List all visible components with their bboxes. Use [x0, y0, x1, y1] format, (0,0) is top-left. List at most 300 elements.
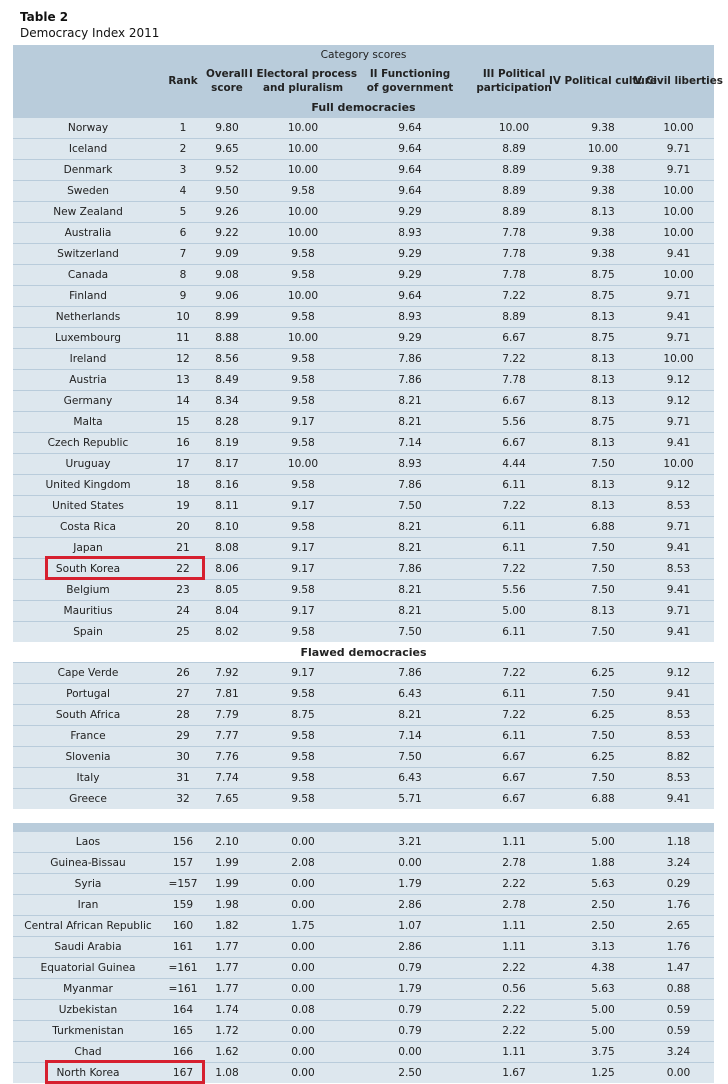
cell-functioning: 9.64	[398, 164, 422, 176]
cell-rank: 165	[172, 1025, 194, 1037]
cell-overall: 2.10	[215, 836, 239, 848]
cell-culture: 7.50	[591, 563, 615, 575]
cell-electoral: 9.58	[291, 688, 315, 700]
table-row	[13, 264, 714, 285]
cell-overall: 1.77	[215, 962, 239, 974]
cell-electoral: 0.00	[291, 1025, 315, 1037]
column-headers	[13, 65, 723, 97]
cell-functioning: 0.79	[398, 962, 422, 974]
col-header-country	[13, 65, 163, 97]
table-row	[13, 788, 714, 809]
cell-overall: 9.22	[215, 227, 239, 239]
cell-rank: 16	[176, 437, 190, 449]
cell-country: Denmark	[63, 164, 113, 176]
cell-electoral: 9.58	[291, 479, 315, 491]
cell-electoral: 9.17	[291, 416, 315, 428]
cell-electoral: 9.17	[291, 542, 315, 554]
table-row	[13, 746, 714, 767]
cell-liberties: 9.41	[666, 688, 691, 700]
cell-liberties: 9.41	[666, 542, 691, 554]
cell-rank: =161	[168, 983, 198, 995]
cell-electoral: 9.58	[291, 772, 315, 784]
cell-liberties: 3.24	[666, 1046, 691, 1058]
table-row	[13, 411, 714, 432]
cell-participation: 6.11	[502, 688, 526, 700]
cell-functioning: 9.29	[398, 206, 422, 218]
cell-rank: 9	[179, 290, 187, 302]
table-row	[13, 243, 714, 264]
cell-country: Iceland	[68, 143, 108, 155]
cell-overall: 8.11	[215, 500, 239, 512]
table-row	[13, 537, 714, 558]
cell-culture: 9.38	[591, 227, 615, 239]
cell-liberties: 10.00	[663, 269, 694, 281]
cell-country: Belgium	[66, 584, 110, 596]
cell-functioning: 8.21	[398, 521, 422, 533]
cell-functioning: 7.86	[398, 479, 422, 491]
cell-liberties: 9.71	[666, 416, 691, 428]
cell-participation: 10.00	[498, 122, 530, 134]
cell-liberties: 9.12	[666, 374, 691, 386]
cell-functioning: 8.21	[398, 542, 422, 554]
cell-culture: 3.13	[591, 941, 615, 953]
cell-overall: 9.26	[215, 206, 239, 218]
cell-country: Finland	[69, 290, 107, 302]
cell-country: France	[70, 730, 106, 742]
cell-electoral: 9.17	[291, 500, 315, 512]
cell-functioning: 2.86	[398, 899, 422, 911]
cell-rank: 156	[172, 836, 194, 848]
cell-rank: 6	[179, 227, 187, 239]
cell-liberties: 9.71	[666, 290, 691, 302]
col-header-electoral: I Electoral process and pluralism	[248, 68, 358, 94]
table-row	[13, 453, 714, 474]
cell-functioning: 1.79	[398, 878, 422, 890]
cell-participation: 6.67	[502, 751, 526, 763]
table-row	[13, 621, 714, 642]
cell-functioning: 7.50	[398, 626, 422, 638]
table-title: Democracy Index 2011	[20, 26, 160, 40]
cell-functioning: 7.86	[398, 667, 422, 679]
col-header-functioning: II Functioning of government	[366, 68, 454, 94]
table-row	[13, 369, 714, 390]
cell-overall: 9.52	[215, 164, 239, 176]
cell-culture: 4.38	[591, 962, 615, 974]
cell-overall: 9.80	[215, 122, 239, 134]
cell-functioning: 2.86	[398, 941, 422, 953]
cell-culture: 6.25	[591, 709, 615, 721]
cell-overall: 8.49	[215, 374, 239, 386]
cell-participation: 6.67	[502, 332, 526, 344]
cell-functioning: 7.86	[398, 353, 422, 365]
cell-liberties: 0.00	[666, 1067, 691, 1079]
cell-functioning: 9.29	[398, 332, 422, 344]
cell-country: Guinea-Bissau	[50, 857, 126, 869]
cell-participation: 2.22	[502, 962, 526, 974]
cell-liberties: 9.12	[666, 395, 691, 407]
cell-country: Uzbekistan	[58, 1004, 118, 1016]
cell-electoral: 2.08	[291, 857, 315, 869]
cell-liberties: 10.00	[663, 353, 694, 365]
cell-liberties: 9.71	[666, 332, 691, 344]
cell-liberties: 8.53	[666, 772, 691, 784]
cell-functioning: 1.07	[398, 920, 422, 932]
cell-overall: 8.88	[215, 332, 239, 344]
section-divider	[13, 823, 714, 831]
cell-rank: 157	[172, 857, 194, 869]
cell-country: United States	[52, 500, 124, 512]
cell-functioning: 0.79	[398, 1025, 422, 1037]
cell-electoral: 0.00	[291, 962, 315, 974]
cell-overall: 9.09	[215, 248, 239, 260]
cell-culture: 8.13	[591, 353, 615, 365]
cell-culture: 5.00	[591, 1025, 615, 1037]
table-row	[13, 957, 714, 978]
cell-rank: 25	[176, 626, 190, 638]
cell-culture: 9.38	[591, 164, 615, 176]
cell-culture: 5.63	[591, 983, 615, 995]
cell-functioning: 7.14	[398, 437, 422, 449]
table-row	[13, 662, 714, 683]
cell-country: Myanmar	[63, 983, 113, 995]
cell-overall: 7.65	[215, 793, 239, 805]
cell-overall: 8.17	[215, 458, 239, 470]
cell-liberties: 10.00	[663, 122, 694, 134]
cell-overall: 1.98	[215, 899, 239, 911]
cell-rank: 23	[176, 584, 190, 596]
cell-liberties: 1.47	[666, 962, 691, 974]
cell-electoral: 0.00	[291, 1046, 315, 1058]
cell-overall: 7.79	[215, 709, 239, 721]
cell-participation: 7.78	[502, 248, 526, 260]
table-row	[13, 516, 714, 537]
cell-culture: 1.25	[591, 1067, 615, 1079]
cell-culture: 7.50	[591, 772, 615, 784]
cell-participation: 6.67	[502, 395, 526, 407]
cell-country: Saudi Arabia	[54, 941, 122, 953]
cell-overall: 9.08	[215, 269, 239, 281]
cell-overall: 1.77	[215, 983, 239, 995]
cell-culture: 8.13	[591, 395, 615, 407]
cell-participation: 7.78	[502, 227, 526, 239]
cell-overall: 8.19	[215, 437, 239, 449]
cell-culture: 7.50	[591, 730, 615, 742]
cell-functioning: 0.00	[398, 1046, 422, 1058]
cell-electoral: 8.75	[291, 709, 315, 721]
cell-liberties: 0.88	[666, 983, 691, 995]
table-row	[13, 852, 714, 873]
cell-country: South Africa	[55, 709, 121, 721]
cell-culture: 5.00	[591, 1004, 615, 1016]
cell-participation: 8.89	[502, 311, 526, 323]
cell-culture: 8.13	[591, 206, 615, 218]
cell-rank: 164	[172, 1004, 194, 1016]
cell-culture: 8.13	[591, 605, 615, 617]
table-row	[13, 327, 714, 348]
cell-electoral: 0.00	[291, 983, 315, 995]
cell-functioning: 9.29	[398, 248, 422, 260]
cell-electoral: 9.58	[291, 374, 315, 386]
cell-electoral: 10.00	[287, 458, 319, 470]
cell-country: Malta	[73, 416, 103, 428]
cell-participation: 2.22	[502, 878, 526, 890]
cell-country: South Korea	[55, 563, 121, 575]
cell-overall: 1.62	[215, 1046, 239, 1058]
col-header-culture: IV Political culture	[549, 75, 657, 87]
cell-country: Sweden	[67, 185, 109, 197]
table-row	[13, 201, 714, 222]
cell-rank: 28	[176, 709, 190, 721]
cell-functioning: 3.21	[398, 836, 422, 848]
cell-participation: 7.22	[502, 563, 526, 575]
cell-culture: 1.88	[591, 857, 615, 869]
table-row	[13, 725, 714, 746]
cell-culture: 10.00	[587, 143, 619, 155]
cell-liberties: 9.41	[666, 248, 691, 260]
cell-electoral: 9.58	[291, 730, 315, 742]
cell-electoral: 10.00	[287, 206, 319, 218]
cell-functioning: 9.29	[398, 269, 422, 281]
table-row	[13, 348, 714, 369]
table-row	[13, 999, 714, 1020]
cell-liberties: 9.71	[666, 164, 691, 176]
cell-electoral: 10.00	[287, 164, 319, 176]
cell-functioning: 0.79	[398, 1004, 422, 1016]
cell-electoral: 10.00	[287, 290, 319, 302]
cell-overall: 1.74	[215, 1004, 239, 1016]
cell-electoral: 10.00	[287, 122, 319, 134]
cell-functioning: 7.14	[398, 730, 422, 742]
cell-country: Laos	[75, 836, 101, 848]
cell-rank: 4	[179, 185, 187, 197]
cell-participation: 8.89	[502, 206, 526, 218]
cell-overall: 8.16	[215, 479, 239, 491]
section-title: Full democracies	[13, 97, 714, 117]
cell-culture: 6.88	[591, 521, 615, 533]
col-header-overall: Overall score	[206, 68, 248, 94]
cell-functioning: 1.79	[398, 983, 422, 995]
cell-culture: 7.50	[591, 688, 615, 700]
cell-culture: 8.13	[591, 500, 615, 512]
cell-liberties: 9.41	[666, 584, 691, 596]
table-row	[13, 1020, 714, 1041]
cell-electoral: 9.17	[291, 563, 315, 575]
cell-rank: 166	[172, 1046, 194, 1058]
cell-country: Chad	[74, 1046, 102, 1058]
cell-culture: 7.50	[591, 626, 615, 638]
cell-culture: 6.25	[591, 667, 615, 679]
table-row	[13, 704, 714, 725]
cell-participation: 8.89	[502, 185, 526, 197]
table-row	[13, 894, 714, 915]
cell-country: Italy	[76, 772, 100, 784]
cell-rank: 15	[176, 416, 190, 428]
table-row	[13, 222, 714, 243]
cell-electoral: 0.00	[291, 941, 315, 953]
table-row	[13, 978, 714, 999]
table-row	[13, 767, 714, 788]
cell-liberties: 1.76	[666, 941, 691, 953]
cell-culture: 8.13	[591, 437, 615, 449]
cell-participation: 7.22	[502, 290, 526, 302]
cell-electoral: 9.58	[291, 584, 315, 596]
cell-country: Czech Republic	[47, 437, 129, 449]
cell-overall: 7.76	[215, 751, 239, 763]
cell-rank: 2	[179, 143, 187, 155]
cell-participation: 1.11	[502, 1046, 526, 1058]
table-row	[13, 831, 714, 852]
cell-functioning: 5.71	[398, 793, 422, 805]
cell-overall: 7.77	[215, 730, 239, 742]
cell-electoral: 9.58	[291, 248, 315, 260]
table-row	[13, 474, 714, 495]
cell-liberties: 8.82	[666, 751, 691, 763]
cell-participation: 4.44	[502, 458, 526, 470]
cell-participation: 6.11	[502, 542, 526, 554]
cell-country: New Zealand	[53, 206, 123, 218]
cell-participation: 1.11	[502, 941, 526, 953]
cell-rank: 21	[176, 542, 190, 554]
cell-electoral: 0.00	[291, 878, 315, 890]
cell-electoral: 9.58	[291, 185, 315, 197]
cell-rank: 30	[176, 751, 190, 763]
cell-liberties: 10.00	[663, 227, 694, 239]
cell-liberties: 10.00	[663, 458, 694, 470]
cell-overall: 1.99	[215, 857, 239, 869]
cell-participation: 2.22	[502, 1004, 526, 1016]
cell-functioning: 8.21	[398, 709, 422, 721]
cell-participation: 6.11	[502, 521, 526, 533]
cell-rank: 5	[179, 206, 187, 218]
cell-rank: 32	[176, 793, 190, 805]
table-caption	[20, 9, 159, 41]
cell-functioning: 6.43	[398, 772, 422, 784]
cell-participation: 7.78	[502, 269, 526, 281]
cell-country: Japan	[73, 542, 103, 554]
cell-overall: 8.99	[215, 311, 239, 323]
cell-liberties: 8.53	[666, 730, 691, 742]
cell-functioning: 9.64	[398, 122, 422, 134]
cell-electoral: 9.58	[291, 751, 315, 763]
table-row	[13, 285, 714, 306]
cell-functioning: 0.00	[398, 857, 422, 869]
cell-culture: 8.75	[591, 269, 615, 281]
table-body	[13, 97, 714, 1083]
table-row	[13, 432, 714, 453]
cell-electoral: 9.58	[291, 521, 315, 533]
cell-culture: 8.75	[591, 416, 615, 428]
cell-culture: 3.75	[591, 1046, 615, 1058]
cell-liberties: 1.18	[666, 836, 691, 848]
cell-rank: 160	[172, 920, 194, 932]
cell-liberties: 10.00	[663, 206, 694, 218]
cell-liberties: 0.59	[666, 1004, 691, 1016]
cell-liberties: 8.53	[666, 563, 691, 575]
cell-electoral: 9.58	[291, 626, 315, 638]
cell-overall: 8.56	[215, 353, 239, 365]
cell-electoral: 9.58	[291, 793, 315, 805]
cell-country: North Korea	[56, 1067, 120, 1079]
cell-electoral: 9.58	[291, 395, 315, 407]
cell-country: United Kingdom	[45, 479, 131, 491]
cell-participation: 7.22	[502, 667, 526, 679]
cell-electoral: 1.75	[291, 920, 315, 932]
cell-rank: 24	[176, 605, 190, 617]
cell-culture: 2.50	[591, 899, 615, 911]
cell-functioning: 8.93	[398, 227, 422, 239]
cell-country: Luxembourg	[54, 332, 122, 344]
cell-culture: 8.13	[591, 374, 615, 386]
cell-functioning: 9.64	[398, 185, 422, 197]
cell-overall: 9.65	[215, 143, 239, 155]
cell-liberties: 9.41	[666, 793, 691, 805]
cell-country: Central African Republic	[24, 920, 152, 932]
cell-rank: 3	[179, 164, 187, 176]
table-row	[13, 117, 714, 138]
cell-participation: 7.78	[502, 374, 526, 386]
cell-rank: 7	[179, 248, 187, 260]
cell-culture: 9.38	[591, 122, 615, 134]
cell-country: Cape Verde	[57, 667, 119, 679]
cell-functioning: 8.21	[398, 395, 422, 407]
cell-liberties: 9.71	[666, 521, 691, 533]
cell-liberties: 8.53	[666, 709, 691, 721]
table-row	[13, 390, 714, 411]
cell-culture: 5.63	[591, 878, 615, 890]
cell-rank: 12	[176, 353, 190, 365]
cell-rank: 167	[172, 1067, 194, 1079]
cell-rank: 20	[176, 521, 190, 533]
cell-participation: 7.22	[502, 709, 526, 721]
cell-participation: 2.78	[502, 899, 526, 911]
table-row	[13, 915, 714, 936]
cell-country: Spain	[73, 626, 103, 638]
cell-participation: 6.67	[502, 772, 526, 784]
cell-rank: 1	[179, 122, 187, 134]
cell-country: Syria	[74, 878, 102, 890]
cell-rank: 11	[176, 332, 190, 344]
cell-electoral: 9.58	[291, 437, 315, 449]
cell-country: Switzerland	[57, 248, 119, 260]
cell-liberties: 9.12	[666, 479, 691, 491]
cell-electoral: 10.00	[287, 332, 319, 344]
cell-culture: 8.13	[591, 311, 615, 323]
cell-electoral: 0.00	[291, 899, 315, 911]
cell-country: Equatorial Guinea	[40, 962, 136, 974]
cell-overall: 8.06	[215, 563, 239, 575]
cell-electoral: 0.00	[291, 836, 315, 848]
cell-functioning: 8.21	[398, 584, 422, 596]
cell-rank: =161	[168, 962, 198, 974]
cell-rank: 19	[176, 500, 190, 512]
cell-participation: 5.56	[502, 416, 526, 428]
cell-participation: 8.89	[502, 143, 526, 155]
cell-electoral: 9.17	[291, 605, 315, 617]
highlight-box	[45, 556, 205, 580]
cell-participation: 6.11	[502, 730, 526, 742]
cell-liberties: 8.53	[666, 500, 691, 512]
cell-liberties: 10.00	[663, 185, 694, 197]
cell-overall: 1.08	[215, 1067, 239, 1079]
cell-participation: 2.78	[502, 857, 526, 869]
cell-functioning: 8.21	[398, 416, 422, 428]
cell-rank: 26	[176, 667, 190, 679]
cell-liberties: 9.41	[666, 626, 691, 638]
table-row	[13, 495, 714, 516]
cell-culture: 7.50	[591, 458, 615, 470]
cell-participation: 1.11	[502, 836, 526, 848]
cell-participation: 0.56	[502, 983, 526, 995]
